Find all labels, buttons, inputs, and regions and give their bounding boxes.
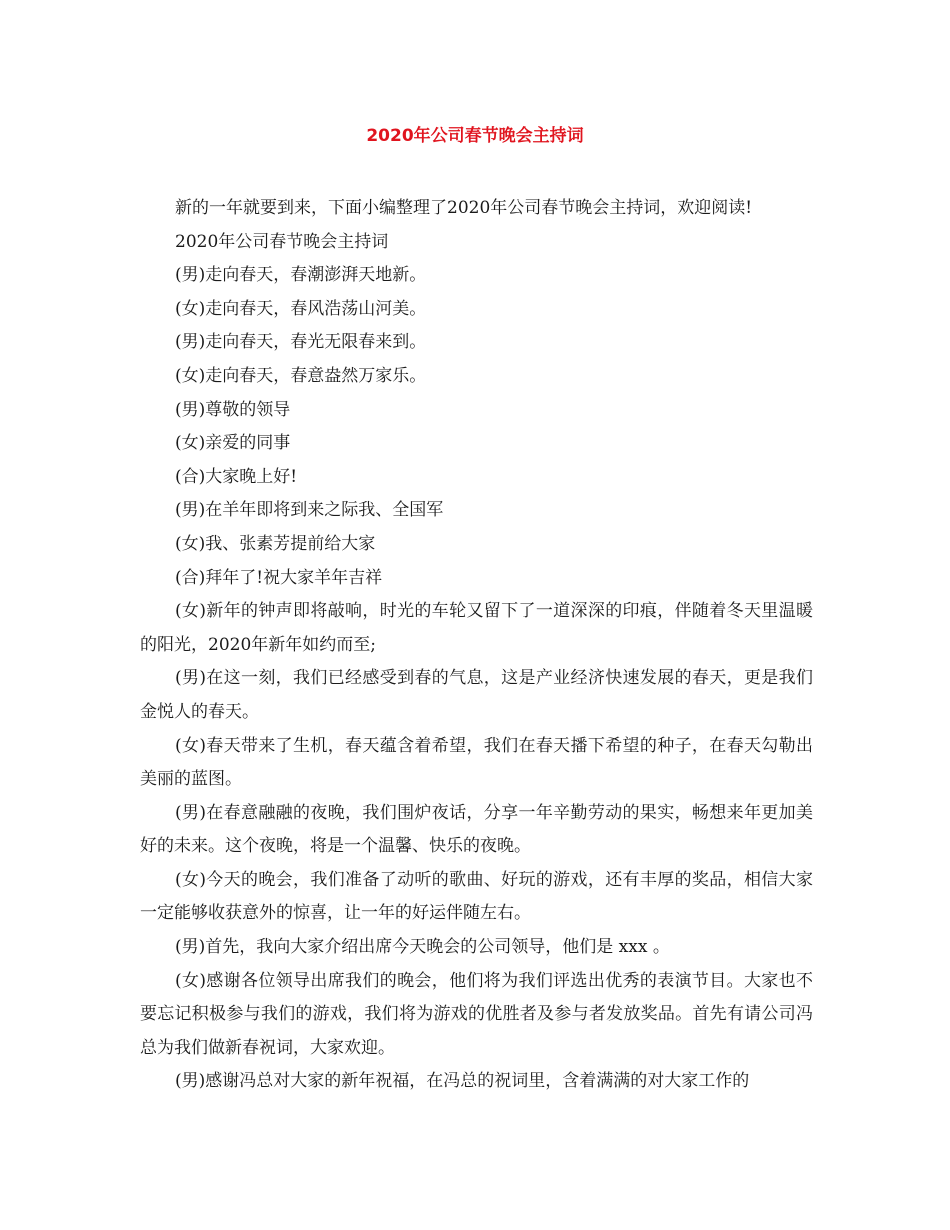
- paragraph: (女)今天的晚会，我们准备了动听的歌曲、好玩的游戏，还有丰厚的奖品，相信大家一定能够收获意外的惊喜，让一年的好运伴随左右。: [140, 869, 813, 924]
- paragraph: 新的一年就要到来，下面小编整理了2020年公司春节晚会主持词，欢迎阅读!: [175, 198, 753, 218]
- paragraph: (男)走向春天，春潮澎湃天地新。: [175, 265, 427, 286]
- paragraph: (男)在羊年即将到来之际我、全国军: [175, 500, 444, 521]
- paragraph: (男)走向春天，春光无限春来到。: [175, 332, 427, 353]
- paragraph: (女)感谢各位领导出席我们的晚会，他们将为我们评选出优秀的表演节目。大家也不要忘记积极参与我们的游戏，我们将为游戏的优胜者及参与者发放奖品。首先有请公司冯总为我们做新春祝词，大家欢迎。: [140, 970, 813, 1058]
- paragraph: (男)在春意融融的夜晚，我们围炉夜话，分享一年辛勤劳动的果实，畅想来年更加美好的未来。这个夜晚，将是一个温馨、快乐的夜晚。: [140, 802, 813, 857]
- paragraph: (女)我、张素芳提前给大家: [175, 533, 376, 554]
- paragraph: (男)首先，我向大家介绍出席今天晚会的公司领导，他们是 xxx 。: [175, 937, 670, 958]
- paragraph: (女)走向春天，春风浩荡山河美。: [175, 298, 427, 319]
- document-body: [140, 192, 813, 1099]
- paragraph: (女)走向春天，春意盎然万家乐。: [175, 365, 427, 386]
- paragraph: 2020年公司春节晚会主持词: [175, 231, 389, 252]
- paragraph: (合)大家晚上好!: [175, 466, 298, 487]
- paragraph: (男)尊敬的领导: [175, 399, 291, 420]
- paragraph: (女)春天带来了生机，春天蕴含着希望，我们在春天播下希望的种子，在春天勾勒出美丽的蓝图。: [140, 735, 813, 790]
- paragraph: (女)亲爱的同事: [175, 433, 291, 454]
- paragraph: (女)新年的钟声即将敲响，时光的车轮又留下了一道深深的印痕，伴随着冬天里温暖的阳光，2020年新年如约而至;: [140, 601, 813, 655]
- paragraph: (男)在这一刻，我们已经感受到春的气息，这是产业经济快速发展的春天，更是我们金悦人的春天。: [140, 668, 813, 722]
- paragraph: (合)拜年了!祝大家羊年吉祥: [175, 567, 383, 588]
- paragraph: (男)感谢冯总对大家的新年祝福，在冯总的祝词里，含着满满的对大家工作的: [175, 1071, 750, 1092]
- document-title: 2020年公司春节晚会主持词: [366, 126, 584, 146]
